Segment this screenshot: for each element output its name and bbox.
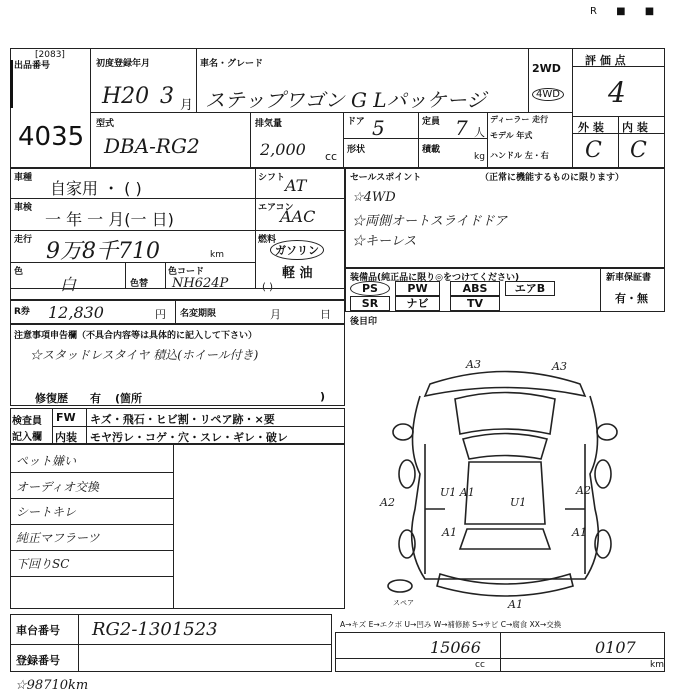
door-label: ドア — [347, 117, 365, 127]
recycle-unit: 円 — [155, 308, 166, 321]
mileage-label: 走行 — [14, 235, 33, 245]
notes-value: ☆スタッドレスタイヤ 積込(ホイール付き) — [30, 348, 259, 362]
registration-month: 3 — [160, 84, 174, 109]
sales-points-label: セールスポイント — [350, 173, 422, 183]
inspector-fw: FW — [56, 411, 76, 424]
name-change-month: 月 — [270, 308, 281, 321]
notes-label: 注意事項申告欄（不具合内容等は具体的に記入して下さい） — [14, 331, 258, 341]
chassis-value: RG2-1301523 — [92, 619, 218, 640]
registration-label: 初度登録年月 — [96, 59, 151, 69]
equip-sr: SR — [350, 296, 390, 311]
entry-label: 記入欄 — [12, 432, 42, 443]
diagram-mark: A3 — [466, 358, 481, 371]
capacity-unit: 人 — [474, 126, 485, 139]
fuel-light-oil: 軽 油 — [282, 266, 313, 281]
name-change-label: 名変期限 — [180, 309, 217, 319]
shift-value: AT — [285, 176, 307, 195]
remark-item: シートキレ — [16, 505, 76, 519]
capacity-value: 7 — [455, 116, 468, 140]
remark-item: オーディオ交換 — [16, 480, 100, 494]
corner-marks: R ■ ■ — [590, 6, 663, 17]
remark-item: 下回りSC — [16, 557, 70, 571]
fuel-paren: ( ) — [262, 282, 273, 293]
color-label: 色 — [14, 267, 24, 277]
use-label: 車種 — [14, 173, 33, 183]
fuel-gasoline: ガソリン — [270, 240, 324, 260]
diagram-spare-label: スペア — [393, 599, 414, 607]
dealer-label: ディーラー 走行 — [490, 115, 549, 124]
aircon-value: AAC — [280, 207, 316, 226]
diagram-mark: U1 A1 — [440, 486, 475, 499]
equipment-label: 装備品(純正品に限り◎をつけてください) — [350, 273, 520, 283]
lot-number: 4035 — [18, 122, 85, 152]
drive-2wd: 2WD — [532, 62, 561, 75]
repair-close: ) — [320, 390, 326, 403]
recycle-label: R券 — [14, 307, 30, 317]
handle-label: ハンドル 左・右 — [490, 151, 549, 160]
exterior-grade: C — [585, 138, 602, 163]
equip-tv: TV — [450, 296, 500, 311]
inspector-interior: 内装 — [55, 431, 77, 444]
remark-item: ペット嫌い — [16, 454, 77, 468]
mileage-unit: km — [210, 250, 224, 260]
model-label: 型式 — [96, 119, 115, 129]
displacement-value: 2,000 — [260, 140, 306, 159]
shift-label: シフト — [258, 173, 286, 183]
code-left-value: 15066 — [430, 638, 481, 657]
recycle-value: 12,830 — [48, 303, 104, 322]
repair-location: (箇所 — [115, 392, 143, 405]
registration-month-unit: 月 — [180, 98, 194, 113]
code-unit-km: km — [650, 660, 664, 670]
code-unit-cc: cc — [475, 660, 485, 670]
equip-ps: PS — [350, 281, 390, 296]
bottom-note: ☆98710km — [15, 678, 89, 693]
car-name-label: 車名・グレード — [200, 59, 264, 69]
inspector-label: 検査員 — [12, 416, 42, 427]
interior-grade: C — [630, 138, 647, 163]
car-name-value: ステップワゴン G Lパッケージ — [205, 88, 487, 112]
diagram-mark: A1 — [572, 526, 587, 539]
inspector-row2: モヤ汚レ・コゲ・穴・スレ・ギレ・破レ — [90, 431, 288, 444]
repair-value: 有 — [90, 392, 101, 405]
fuel-label: 燃料 — [258, 235, 277, 245]
model-year-label: モデル 年式 — [490, 131, 533, 140]
color-change-label: 色替 — [130, 279, 149, 289]
code-right-value: 0107 — [595, 638, 636, 657]
lot-small: [2083] — [35, 50, 65, 60]
remark-item: 純正マフラーツ — [16, 531, 100, 545]
name-change-day: 日 — [320, 308, 331, 321]
color-value: 白 — [60, 275, 77, 294]
diagram-mark: A2 — [380, 496, 395, 509]
sales-point-item: ☆両側オートスライドドア — [352, 214, 508, 229]
door-value: 5 — [372, 116, 385, 140]
damage-legend: A→キズ E→エクボ U→凹み W→補修跡 S→サビ C→腐食 XX→交換 — [340, 620, 562, 629]
diagram-mark: A1 — [442, 526, 457, 539]
equip-pw: PW — [395, 281, 440, 296]
mileage-value: 9万8千710 — [46, 239, 160, 264]
lot-label: 出品番号 — [14, 61, 51, 71]
sales-points-note: （正常に機能するものに限ります） — [480, 173, 625, 183]
use-value: 自家用 ・ ( ) — [50, 179, 142, 198]
equip-navi: ナビ — [395, 296, 440, 311]
color-code-value: NH624P — [172, 276, 229, 291]
model-value: DBA-RG2 — [104, 134, 200, 158]
color-code-label: 色コード — [168, 267, 205, 277]
load-unit: kg — [474, 152, 485, 162]
capacity-label: 定員 — [422, 117, 441, 127]
grade-label: 評 価 点 — [585, 54, 626, 67]
registration-era: H20 — [102, 84, 150, 109]
inspector-row1: キズ・飛石・ヒビ割・リペア跡・×要 — [90, 413, 275, 426]
rear-seat-label: 後目印 — [350, 317, 378, 327]
inspection-value: 一 年 一 月(一 日) — [45, 210, 174, 229]
sales-point-item: ☆4WD — [352, 190, 396, 205]
load-label: 積載 — [422, 145, 441, 155]
grade-value: 4 — [608, 76, 626, 109]
diagram-mark: U1 — [510, 496, 527, 509]
displacement-label: 排気量 — [255, 119, 283, 129]
chassis-label: 車台番号 — [16, 624, 60, 637]
diagram-mark: A2 — [576, 484, 591, 497]
interior-label: 内 装 — [622, 121, 648, 134]
equip-abs: ABS — [450, 281, 500, 296]
shape-label: 形状 — [347, 145, 366, 155]
exterior-label: 外 装 — [578, 121, 604, 134]
equip-airbag: エアB — [505, 281, 555, 296]
drive-4wd-circled: 4WD — [532, 88, 564, 101]
reg-number-label: 登録番号 — [16, 654, 60, 667]
sales-point-item: ☆キーレス — [352, 234, 417, 249]
diagram-mark: A1 — [508, 598, 523, 611]
aircon-label: エアコン — [258, 203, 294, 213]
repair-label: 修復歴 — [35, 392, 68, 405]
diagram-mark: A3 — [552, 360, 567, 373]
inspection-label: 車検 — [14, 203, 33, 213]
new-warranty-label: 新車保証書 — [606, 273, 652, 283]
displacement-unit: cc — [325, 150, 338, 163]
new-warranty-value: 有・無 — [615, 292, 648, 305]
car-damage-diagram — [345, 324, 665, 614]
